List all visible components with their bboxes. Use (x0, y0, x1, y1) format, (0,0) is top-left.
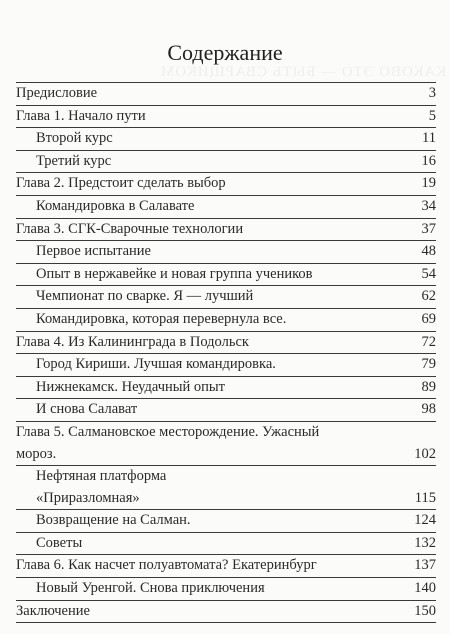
toc-entry-title: Глава 5. Салмановское месторождение. Ужасный (16, 423, 320, 440)
page-title: Содержание (167, 40, 283, 65)
toc-entry (16, 218, 436, 241)
toc-entry-title: Нижнекамск. Неудачный опыт (36, 378, 225, 395)
toc-entry-title: Командировка, которая перевернула все. (36, 310, 287, 327)
toc-entry-title-continued: мороз. (16, 445, 57, 462)
toc-entry-page: 34 (421, 197, 436, 214)
toc-entry-title: Второй курс (36, 130, 113, 147)
toc-entry-title: Глава 6. Как насчет полуавтомата? Екатеринбург (16, 557, 317, 574)
toc-entry (16, 150, 436, 173)
toc-entry-title: Заключение (16, 602, 90, 619)
toc-entry (16, 331, 436, 354)
toc-entry-title: Первое испытание (36, 243, 151, 260)
toc-entry (16, 285, 436, 308)
toc-entry (16, 127, 436, 150)
toc-entry-page: 150 (414, 602, 436, 619)
toc-entry-page: 72 (421, 333, 436, 350)
toc-entry-page: 115 (414, 489, 436, 506)
toc-entry (16, 554, 436, 577)
toc-entry-page: 19 (421, 175, 436, 192)
toc-entry (16, 195, 436, 218)
toc-entry-page: 89 (421, 378, 436, 395)
toc-entry-title: Нефтяная платформа (36, 468, 167, 485)
toc-entry-title: Третий курс (36, 152, 112, 169)
toc-entry-title: И снова Салават (36, 401, 138, 418)
toc-entry-page: 132 (414, 534, 436, 551)
toc-entry-page: 3 (428, 85, 436, 101)
toc-entry-page: 48 (421, 243, 436, 260)
toc-entry-title: Предисловие (16, 85, 98, 101)
toc-entry-page: 16 (421, 152, 436, 169)
toc-entry-page: 11 (422, 130, 436, 147)
toc-entry (16, 240, 436, 263)
toc-entry-title: Советы (36, 534, 83, 551)
toc-entry-title: Глава 3. СГК-Сварочные технологии (16, 220, 244, 237)
toc-entry (16, 465, 436, 509)
toc-entry-page: 137 (414, 557, 436, 574)
toc-entry (16, 376, 436, 399)
toc-entry (16, 398, 436, 421)
toc-entry-title: Город Кириши. Лучшая командировка. (36, 356, 276, 373)
toc-entry (16, 509, 436, 532)
toc-entry-title: Возвращение на Салман. (36, 512, 191, 529)
toc-entry (16, 577, 436, 600)
toc-entry-page: 98 (421, 401, 436, 418)
bleed-through-text: КАКОВО ЭТО — БЫТЬ СВАРЩИКОМ (160, 64, 447, 80)
toc-entry-title: Новый Уренгой. Снова приключения (36, 580, 265, 597)
toc-entry-page: 37 (421, 220, 436, 237)
toc-entry (16, 308, 436, 331)
toc-entry-title: Чемпионат по сварке. Я — лучший (36, 288, 254, 305)
toc-entry (16, 353, 436, 376)
toc-entry (16, 421, 436, 465)
toc-entry-title: Глава 1. Начало пути (16, 107, 146, 124)
toc-entry-page: 102 (414, 445, 436, 462)
toc-entry-page: 79 (421, 356, 436, 373)
toc-entry-page: 140 (414, 580, 436, 597)
toc-entry-title: Командировка в Салавате (36, 197, 195, 214)
table-of-contents (16, 82, 436, 623)
toc-entry-title: Глава 2. Предстоит сделать выбор (16, 175, 226, 192)
toc-entry (16, 172, 436, 195)
toc-entry-page: 5 (428, 107, 436, 124)
toc-entry (16, 600, 436, 624)
toc-entry-page: 69 (421, 310, 436, 327)
toc-entry-page: 124 (414, 512, 436, 529)
toc-entry-page: 54 (421, 265, 436, 282)
toc-entry-title-continued: «Приразломная» (36, 489, 140, 506)
toc-entry (16, 82, 436, 105)
toc-entry-page: 62 (421, 288, 436, 305)
toc-entry-title: Опыт в нержавейке и новая группа учеников (36, 265, 313, 282)
toc-entry (16, 532, 436, 555)
toc-entry (16, 105, 436, 128)
toc-entry-title: Глава 4. Из Калининграда в Подольск (16, 333, 249, 350)
toc-entry (16, 263, 436, 286)
